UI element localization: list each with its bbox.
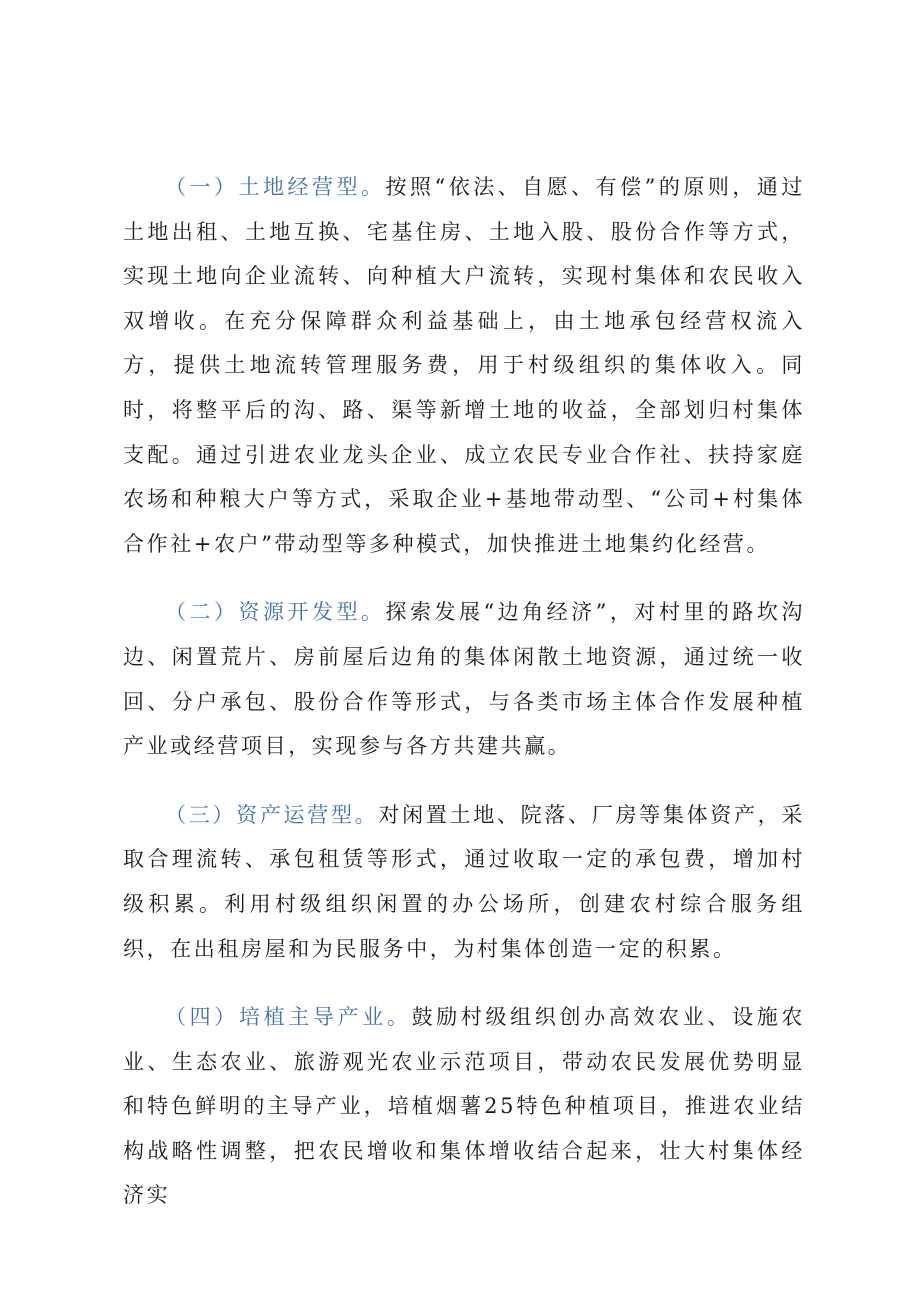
paragraph-asset-operation <box>123 793 805 971</box>
section-heading: （四）培植主导产业。 <box>165 1005 412 1030</box>
document-body <box>123 165 805 1242</box>
paragraph-text: 探索发展“边角经济”，对村里的路坎沟边、闲置荒片、房前屋后边角的集体闲散土地资源，通过统一收回、分户承包、股份合作等形式，与各类市场主体合作发展种植产业或经营项目，实现参与各方共建共赢。 <box>123 600 805 759</box>
paragraph-land-management <box>123 165 805 566</box>
section-heading: （二）资源开发型。 <box>165 600 386 625</box>
paragraph-text: 按照“依法、自愿、有偿”的原则，通过土地出租、土地互换、宅基住房、土地入股、股份合作等方式，实现土地向企业流转、向种植大户流转，实现村集体和农民收入双增收。在充分保障群众利益基础上，由土地承包经营权流入方，提供土地流转管理服务费，用于村级组织的集体收入。同时，将整平后的沟、路、渠等新增土地的收益，全部划归村集体支配。通过引进农业龙头企业、成立农民专业合作社、扶持家庭农场和种粮大户等方式，采取企业+基地带动型、“公司+村集体合作社+农户”带动型等多种模式，加快推进土地集约化经营。 <box>123 175 805 556</box>
paragraph-text: 对闲置土地、院落、厂房等集体资产，采取合理流转、承包租赁等形式，通过收取一定的承包费，增加村级积累。利用村级组织闲置的办公场所，创建农村综合服务组织，在出租房屋和为民服务中，为村集体创造一定的积累。 <box>123 802 805 961</box>
paragraph-text: 鼓励村级组织创办高效农业、设施农业、生态农业、旅游观光农业示范项目，带动农民发展优势明显和特色鲜明的主导产业，培植烟薯25特色种植项目，推进农业结构战略性调整，把农民增收和集体增收结合起来，壮大村集体经济实 <box>123 1005 805 1208</box>
section-heading: （一）土地经营型。 <box>165 175 386 199</box>
paragraph-resource-development <box>123 590 805 768</box>
section-heading: （三）资产运营型。 <box>165 802 379 827</box>
paragraph-leading-industry <box>123 995 805 1218</box>
